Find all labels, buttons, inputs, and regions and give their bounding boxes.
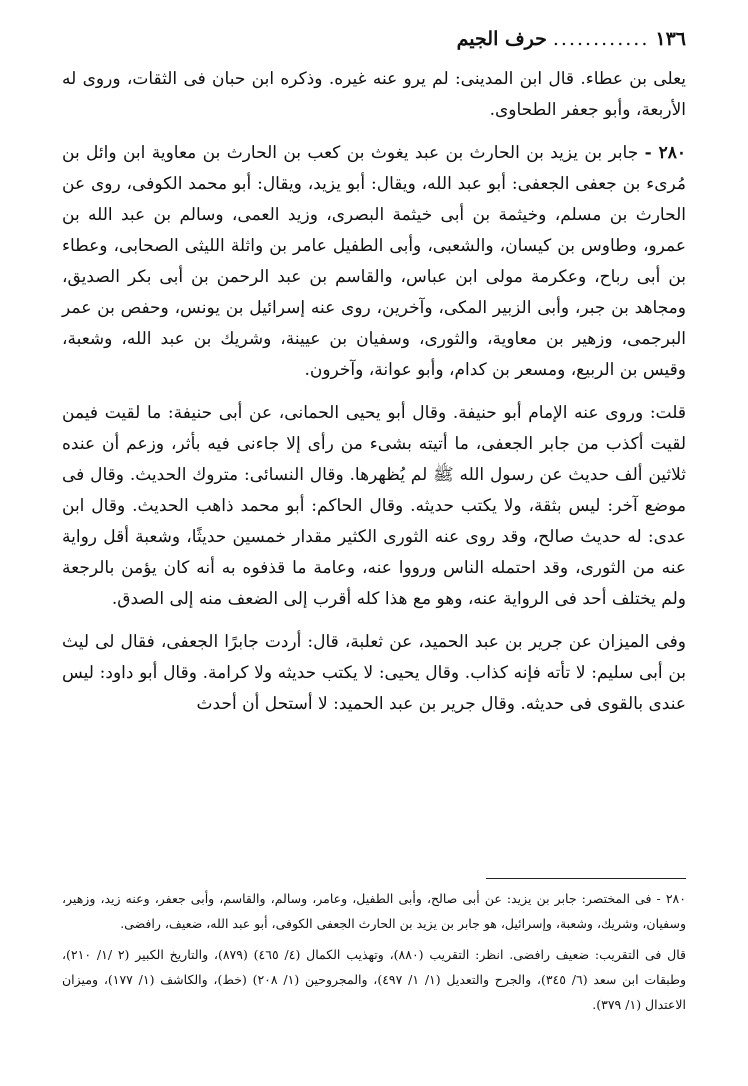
entry-number: ٢٨٠ - [644, 143, 686, 163]
main-text [62, 64, 686, 720]
footnote-references: قال فى التقريب: ضعيف رافضى. انظر: التقريب (٨٨٠)، وتهذيب الكمال (٤/ ٤٦٥) (٨٧٩)، والتاريخ الكبير (٢ /١/ ٢١٠)، وطبقات ابن سعد (٦/ ٣٤٥)، والجرح والتعديل (١/ ١/ ٤٩٧)، والمجروحين (١/ ٢٠٨) (خط)، والكاشف (١/ ١٧٧)، وميزان الاعتدال (١/ ٣٧٩). [62, 947, 687, 1012]
paragraph-mizan: وفى الميزان عن جرير بن عبد الحميد، عن ثعلبة، قال: أردت جابرًا الجعفى، فقال لى ليث بن أبى سليم: لا تأته فإنه كذاب. وقال يحيى: لا يكتب حديثه ولا كرامة. وقال أبو داود: ليس عندى بالقوى فى حديثه. وقال جرير بن عبد الحميد: لا أستحل أن أحدث [62, 632, 686, 714]
book-page [62, 28, 686, 1068]
page-number: ١٣٦ [655, 28, 686, 50]
footnote-mukhtasar: ٢٨٠ - فى المختصر: جابر بن يزيد: عن أبى صالح، وأبى الطفيل، وعامر، وسالم، والقاسم، وأبى جعفر، وعنه زيد، وزهير، وسفيان، وشريك، وشعبة، وإسرائيل، هو جابر بن يزيد بن الحارث الجعفى الكوفى، أبو عبد الله، ضعيف، رافضى. [62, 891, 686, 931]
footnotes [62, 886, 686, 1023]
chapter-title: حرف الجيم [456, 28, 547, 50]
leader-dots: ............ [552, 28, 650, 50]
paragraph-continuation: يعلى بن عطاء. قال ابن المدينى: لم يرو عنه غيره. وذكره ابن حبان فى الثقات، وروى له الأربعة، وأبو جعفر الطحاوى. [62, 69, 686, 120]
entry-280 [62, 138, 686, 386]
footnote-divider [486, 878, 686, 879]
paragraph-commentary: قلت: وروى عنه الإمام أبو حنيفة. وقال أبو يحيى الحمانى، عن أبى حنيفة: ما لقيت فيمن لقيت أكذب من جابر الجعفى، ما أتيته بشىء من رأى إلا جاءنى فيه بأثر، وزعم أن عنده ثلاثين ألف حديث عن رسول الله ﷺ لم يُظهرها. وقال النسائى: متروك الحديث. وقال فى موضع آخر: ليس بثقة، ولا يكتب حديثه. وقال الحاكم: أبو محمد ذاهب الحديث. وقال ابن عدى: له حديث صالح، وقد روى عنه الثورى الكثير مقدار خمسين حديثًا، وشعبة أقل رواية عنه من الثورى، وقد احتمله الناس ورووا عنه، وعامة ما قذفوه به أنه كان يؤمن بالرجعة ولم يختلف أحد فى الرواية عنه، وهو مع هذا كله أقرب إلى الضعف منه إلى الصدق. [62, 403, 686, 609]
running-head [62, 28, 686, 58]
entry-text: جابر بن يزيد بن الحارث بن عبد يغوث بن كعب بن الحارث بن معاوية ابن وائل بن مُرىء بن جعفى الجعفى: أبو عبد الله، ويقال: أبو يزيد، ويقال: أبو محمد الكوفى، روى عن الحارث بن مسلم، وخيثمة بن أبى خيثمة البصرى، وزيد العمى، وسالم بن عبد الله بن عمرو، وطاوس بن كيسان، والشعبى، وأبى الطفيل عامر بن واثلة الليثى الصحابى، وعطاء بن أبى رباح، وعكرمة مولى ابن عباس، والقاسم بن عبد الرحمن بن أبى بكر الصديق، ومجاهد بن جبر، وأبى الزبير المكى، وآخرين، روى عنه إسرائيل بن يونس، وحفص بن عمر البرجمى، وزهير بن معاوية، والثورى، وسفيان بن عيينة، وشريك بن عبد الله، وشعبة، وقيس بن الربيع، ومسعر بن كدام، وأبو عوانة، وآخرون. [62, 143, 686, 380]
